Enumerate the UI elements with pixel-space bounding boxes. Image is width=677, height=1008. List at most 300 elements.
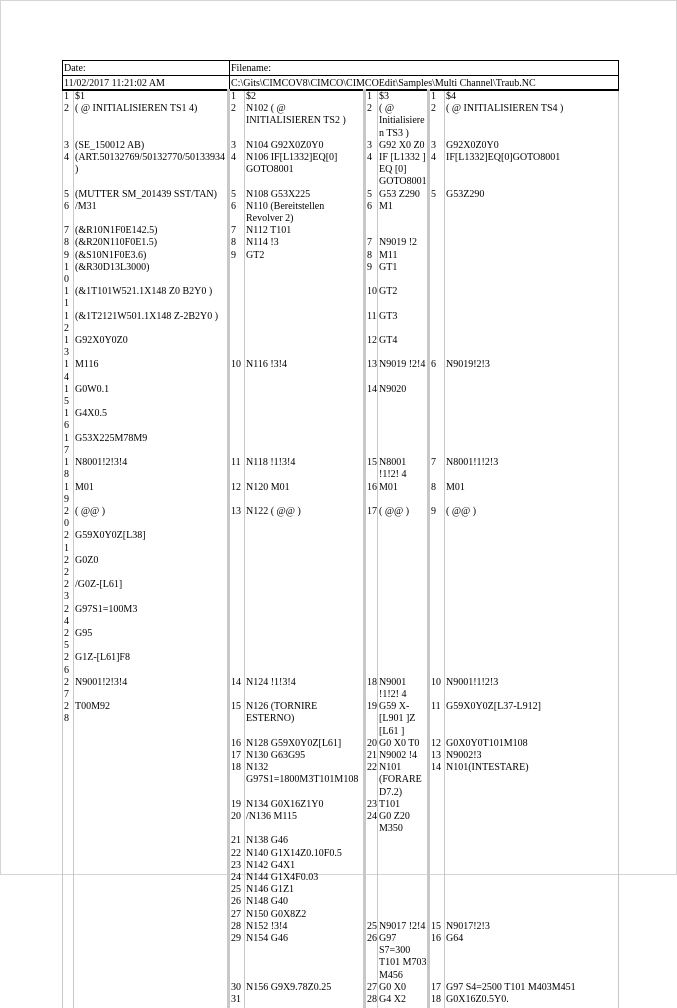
channel-1-code: G53X225M78M9 — [74, 433, 229, 457]
channel-4-line-number: 6 — [429, 359, 445, 383]
channel-3-code — [378, 433, 429, 457]
channel-3-code: M1 — [378, 201, 429, 225]
listing-row — [63, 482, 619, 506]
channel-3-code: N9019 !2 — [378, 237, 429, 249]
channel-2-code — [245, 262, 365, 286]
channel-1-code — [74, 860, 229, 872]
listing-row — [63, 994, 619, 1008]
channel-1-code: (&R20N110F0E1.5) — [74, 237, 229, 249]
channel-4-code: N9002!3 — [445, 750, 619, 762]
channel-3-line-number — [365, 872, 378, 884]
channel-3-line-number: 24 — [365, 811, 378, 835]
channel-1-line-number — [63, 982, 74, 994]
channel-1-line-number: 1 — [63, 90, 74, 103]
channel-1-code: G0Z0 — [74, 555, 229, 579]
channel-4-line-number: 10 — [429, 677, 445, 701]
channel-2-code: N122 ( @@ ) — [245, 506, 365, 530]
channel-2-line-number: 30 — [229, 982, 245, 994]
channel-1-code: (&1T101W521.1X148 Z0 B2Y0 ) — [74, 286, 229, 310]
channel-1-line-number: 6 — [63, 201, 74, 225]
channel-4-code — [445, 237, 619, 249]
channel-2-code: N106 IF[L1332]EQ[0] GOTO8001 — [245, 152, 365, 189]
channel-3-code: G92 X0 Z0 — [378, 140, 429, 152]
channel-3-line-number: 1 — [365, 90, 378, 103]
listing-row — [63, 762, 619, 799]
channel-4-line-number: 4 — [429, 152, 445, 189]
channel-2-line-number — [229, 286, 245, 310]
channel-3-line-number: 9 — [365, 262, 378, 286]
channel-4-code: N101(INTESTARE) — [445, 762, 619, 799]
channel-1-code — [74, 921, 229, 933]
channel-3-code: G4 X2 — [378, 994, 429, 1008]
channel-1-code: G1Z-[L61]F8 — [74, 652, 229, 676]
listing-row — [63, 237, 619, 249]
channel-2-line-number — [229, 384, 245, 408]
channel-1-code — [74, 994, 229, 1008]
channel-1-code: M01 — [74, 482, 229, 506]
channel-1-line-number: 18 — [63, 457, 74, 481]
channel-2-line-number: 22 — [229, 848, 245, 860]
channel-1-line-number: 19 — [63, 482, 74, 506]
channel-3-line-number: 15 — [365, 457, 378, 481]
channel-1-code: G4X0.5 — [74, 408, 229, 432]
listing-row — [63, 103, 619, 140]
channel-1-line-number: 2 — [63, 103, 74, 140]
channel-4-code: G0X16Z0.5Y0. — [445, 994, 619, 1008]
filename-value: C:\Gits\CIMCOV8\CIMCO\CIMCOEdit\Samples\Multi Channel\Traub.NC — [230, 76, 619, 91]
channel-1-code: (&R10N1F0E142.5) — [74, 225, 229, 237]
channel-3-code: N9001 !1!2! 4 — [378, 677, 429, 701]
channel-4-code: G97 S4=2500 T101 M403M451 — [445, 982, 619, 994]
channel-3-code: ( @@ ) — [378, 506, 429, 530]
channel-1-line-number — [63, 860, 74, 872]
channel-3-line-number — [365, 652, 378, 676]
listing-row — [63, 982, 619, 994]
listing-row — [63, 262, 619, 286]
channel-1-code — [74, 909, 229, 921]
channel-3-code — [378, 408, 429, 432]
channel-4-code: N8001!1!2!3 — [445, 457, 619, 481]
channel-4-line-number: 1 — [429, 90, 445, 103]
channel-1-line-number — [63, 848, 74, 860]
channel-2-line-number: 13 — [229, 506, 245, 530]
channel-4-code — [445, 579, 619, 603]
channel-4-code: IF[L1332]EQ[0]GOTO8001 — [445, 152, 619, 189]
channel-4-line-number — [429, 872, 445, 884]
channel-4-line-number: 7 — [429, 457, 445, 481]
listing-row — [63, 628, 619, 652]
channel-3-code: N8001 !1!2! 4 — [378, 457, 429, 481]
channel-4-line-number — [429, 408, 445, 432]
channel-1-line-number — [63, 835, 74, 847]
channel-2-code — [245, 433, 365, 457]
channel-3-line-number — [365, 835, 378, 847]
channel-2-code: N130 G63G95 — [245, 750, 365, 762]
channel-3-code — [378, 604, 429, 628]
channel-1-line-number — [63, 896, 74, 908]
channel-1-code — [74, 848, 229, 860]
channel-3-code: G0 X0 T0 — [378, 738, 429, 750]
channel-2-code — [245, 530, 365, 554]
channel-1-code: (MUTTER SM_201439 SST/TAN) — [74, 189, 229, 201]
channel-2-line-number — [229, 555, 245, 579]
date-label: Date: — [63, 61, 230, 76]
channel-2-line-number: 25 — [229, 884, 245, 896]
channel-1-code — [74, 933, 229, 982]
channel-4-code: G59X0Y0Z[L37-L912] — [445, 701, 619, 738]
channel-1-line-number: 15 — [63, 384, 74, 408]
channel-1-code — [74, 750, 229, 762]
channel-3-line-number: 6 — [365, 201, 378, 225]
channel-2-code — [245, 994, 365, 1008]
listing-row — [63, 189, 619, 201]
channel-2-code — [245, 652, 365, 676]
channel-1-code: G0W0.1 — [74, 384, 229, 408]
channel-4-line-number: 13 — [429, 750, 445, 762]
channel-1-code: G97S1=100M3 — [74, 604, 229, 628]
channel-4-line-number — [429, 286, 445, 310]
channel-3-code — [378, 225, 429, 237]
channel-4-line-number: 17 — [429, 982, 445, 994]
channel-1-code — [74, 811, 229, 835]
channel-4-line-number — [429, 848, 445, 860]
channel-2-code: N150 G0X8Z2 — [245, 909, 365, 921]
channel-2-code: N120 M01 — [245, 482, 365, 506]
channel-2-code — [245, 311, 365, 335]
channel-3-line-number — [365, 628, 378, 652]
channel-2-code: N156 G9X9.78Z0.25 — [245, 982, 365, 994]
listing-row — [63, 506, 619, 530]
channel-4-line-number: 8 — [429, 482, 445, 506]
channel-1-line-number: 3 — [63, 140, 74, 152]
channel-4-code — [445, 201, 619, 225]
listing-row — [63, 884, 619, 896]
channel-4-line-number — [429, 530, 445, 554]
listing-row — [63, 848, 619, 860]
channel-4-code — [445, 262, 619, 286]
channel-2-code — [245, 286, 365, 310]
channel-3-code — [378, 872, 429, 884]
channel-4-code — [445, 408, 619, 432]
channel-1-line-number — [63, 909, 74, 921]
channel-2-line-number — [229, 628, 245, 652]
channel-2-code — [245, 384, 365, 408]
listing-row — [63, 738, 619, 750]
listing-row — [63, 530, 619, 554]
listing-row — [63, 835, 619, 847]
channel-1-code: G92X0Y0Z0 — [74, 335, 229, 359]
channel-4-code — [445, 884, 619, 896]
channel-1-line-number — [63, 884, 74, 896]
channel-1-code — [74, 896, 229, 908]
channel-4-code: G0X0Y0T101M108 — [445, 738, 619, 750]
channel-4-code: G92X0Z0Y0 — [445, 140, 619, 152]
channel-4-line-number — [429, 237, 445, 249]
listing-row — [63, 359, 619, 383]
channel-2-code: N110 (Bereitstellen Revolver 2) — [245, 201, 365, 225]
channel-3-code: ( @ Initialisieren TS3 ) — [378, 103, 429, 140]
channel-1-line-number: 5 — [63, 189, 74, 201]
channel-4-code — [445, 286, 619, 310]
channel-1-code — [74, 799, 229, 811]
channel-4-code — [445, 872, 619, 884]
channel-3-code — [378, 835, 429, 847]
channel-2-line-number: 14 — [229, 677, 245, 701]
channel-4-line-number: 12 — [429, 738, 445, 750]
channel-4-line-number — [429, 909, 445, 921]
channel-3-code — [378, 884, 429, 896]
channel-1-code — [74, 835, 229, 847]
channel-2-code: N128 G59X0Y0Z[L61] — [245, 738, 365, 750]
channel-1-line-number — [63, 872, 74, 884]
channel-3-line-number: 23 — [365, 799, 378, 811]
channel-4-line-number — [429, 201, 445, 225]
listing-row — [63, 677, 619, 701]
channel-4-line-number: 5 — [429, 189, 445, 201]
channel-4-line-number — [429, 835, 445, 847]
channel-3-code: IF [L1332 ] EQ [0] GOTO8001 — [379, 152, 427, 188]
channel-1-code: $1 — [74, 90, 229, 103]
channel-4-line-number: 18 — [429, 994, 445, 1008]
channel-3-line-number: 8 — [365, 250, 378, 262]
channel-1-line-number: 22 — [63, 555, 74, 579]
listing-body — [63, 90, 619, 1008]
channel-4-code: ( @ INITIALISIEREN TS4 ) — [445, 103, 619, 140]
listing-row — [63, 433, 619, 457]
channel-1-code: (ART.50132769/50132770/50133934) — [74, 152, 229, 189]
channel-2-line-number: 7 — [229, 225, 245, 237]
channel-3-line-number — [365, 884, 378, 896]
channel-1-code: G95 — [74, 628, 229, 652]
channel-1-code: ( @@ ) — [74, 506, 229, 530]
channel-4-line-number — [429, 250, 445, 262]
channel-2-code: N138 G46 — [245, 835, 365, 847]
channel-2-line-number — [229, 408, 245, 432]
channel-3-line-number: 14 — [365, 384, 378, 408]
channel-1-line-number: 24 — [63, 604, 74, 628]
listing-row — [63, 90, 619, 103]
channel-4-code — [445, 225, 619, 237]
channel-2-line-number: 15 — [229, 701, 245, 738]
channel-3-code — [378, 896, 429, 908]
channel-4-line-number: 11 — [429, 701, 445, 738]
channel-3-line-number — [365, 604, 378, 628]
channel-1-line-number — [63, 799, 74, 811]
channel-2-line-number — [229, 604, 245, 628]
channel-4-line-number — [429, 262, 445, 286]
channel-1-line-number: 21 — [63, 530, 74, 554]
channel-4-code — [445, 652, 619, 676]
channel-2-code — [245, 628, 365, 652]
channel-1-code: G59X0Y0Z[L38] — [74, 530, 229, 554]
channel-4-line-number — [429, 433, 445, 457]
channel-3-code: G53 Z290 — [378, 189, 429, 201]
channel-3-code: N101 (FORARE D7.2) — [378, 762, 429, 799]
channel-1-line-number — [63, 762, 74, 799]
channel-2-code: N108 G53X225 — [245, 189, 365, 201]
channel-3-line-number: 18 — [365, 677, 378, 701]
listing-row — [63, 152, 619, 189]
channel-3-line-number: 27 — [365, 982, 378, 994]
channel-2-code — [245, 555, 365, 579]
channel-3-line-number: 11 — [365, 311, 378, 335]
channel-2-code — [245, 408, 365, 432]
channel-2-line-number: 4 — [229, 152, 245, 189]
channel-4-code — [445, 250, 619, 262]
channel-2-line-number: 18 — [229, 762, 245, 799]
channel-2-line-number — [229, 579, 245, 603]
channel-2-code: N132 G97S1=1800M3T101M108 — [245, 762, 365, 799]
channel-1-line-number — [63, 921, 74, 933]
listing-row — [63, 604, 619, 628]
channel-3-code: GT2 — [378, 286, 429, 310]
channel-2-line-number: 17 — [229, 750, 245, 762]
channel-4-line-number — [429, 579, 445, 603]
listing-row — [63, 408, 619, 432]
channel-2-code: GT2 — [245, 250, 365, 262]
channel-3-line-number: 3 — [365, 140, 378, 152]
channel-2-code: N114 !3 — [245, 237, 365, 249]
channel-3-line-number — [365, 860, 378, 872]
channel-1-code: (SE_150012 AB) — [74, 140, 229, 152]
channel-3-code: G0 X0 — [378, 982, 429, 994]
channel-2-line-number: 26 — [229, 896, 245, 908]
channel-1-code: (&1T2121W501.1X148 Z-2B2Y0 ) — [74, 311, 229, 335]
listing-row — [63, 384, 619, 408]
channel-2-line-number: 27 — [229, 909, 245, 921]
channel-3-line-number — [365, 909, 378, 921]
channel-4-code — [445, 384, 619, 408]
channel-3-line-number: 4 — [365, 152, 378, 189]
channel-2-code: /N136 M115 — [245, 811, 365, 835]
channel-1-line-number: 8 — [63, 237, 74, 249]
channel-3-code — [378, 652, 429, 676]
channel-1-code: /M31 — [74, 201, 229, 225]
channel-4-line-number — [429, 896, 445, 908]
channel-2-line-number: 9 — [229, 250, 245, 262]
channel-4-code: M01 — [445, 482, 619, 506]
listing-row — [63, 250, 619, 262]
print-header — [62, 60, 619, 91]
channel-4-line-number — [429, 860, 445, 872]
channel-1-line-number: 10 — [63, 262, 74, 286]
listing-row — [63, 921, 619, 933]
channel-1-code — [74, 762, 229, 799]
channel-3-code — [378, 530, 429, 554]
channel-4-line-number — [429, 384, 445, 408]
listing-row — [63, 701, 619, 738]
channel-4-line-number: 3 — [429, 140, 445, 152]
channel-3-line-number: 20 — [365, 738, 378, 750]
channel-1-code: M116 — [74, 359, 229, 383]
channel-1-line-number — [63, 933, 74, 982]
channel-3-line-number: 7 — [365, 237, 378, 249]
channel-3-code — [378, 909, 429, 921]
channel-3-line-number — [365, 896, 378, 908]
channel-4-code — [445, 909, 619, 921]
channel-2-line-number: 3 — [229, 140, 245, 152]
channel-2-line-number: 1 — [229, 90, 245, 103]
channel-3-line-number: 12 — [365, 335, 378, 359]
channel-4-line-number — [429, 884, 445, 896]
channel-4-code — [445, 530, 619, 554]
channel-3-code: $3 — [378, 90, 429, 103]
channel-3-code: N9019 !2!4 — [378, 359, 429, 383]
channel-1-code: T00M92 — [74, 701, 229, 738]
channel-2-code: N144 G1X4F0.03 — [245, 872, 365, 884]
channel-4-code: N9001!1!2!3 — [445, 677, 619, 701]
channel-4-code — [445, 848, 619, 860]
channel-3-line-number: 22 — [365, 762, 378, 799]
channel-2-line-number: 24 — [229, 872, 245, 884]
channel-2-line-number: 8 — [229, 237, 245, 249]
channel-3-code: M11 — [378, 250, 429, 262]
listing-row — [63, 811, 619, 835]
channel-4-line-number: 15 — [429, 921, 445, 933]
listing-row — [63, 933, 619, 982]
channel-2-line-number: 31 — [229, 994, 245, 1008]
channel-3-code: T101 — [378, 799, 429, 811]
channel-3-code: M01 — [378, 482, 429, 506]
channel-3-line-number: 19 — [365, 701, 378, 738]
listing-row — [63, 909, 619, 921]
channel-3-line-number: 28 — [365, 994, 378, 1008]
channel-4-line-number — [429, 628, 445, 652]
channel-3-code — [378, 555, 429, 579]
channel-1-line-number: 25 — [63, 628, 74, 652]
channel-3-line-number: 25 — [365, 921, 378, 933]
channel-3-code: GT3 — [378, 311, 429, 335]
channel-4-line-number: 9 — [429, 506, 445, 530]
channel-4-line-number — [429, 335, 445, 359]
channel-1-code — [74, 884, 229, 896]
date-value: 11/02/2017 11:21:02 AM — [63, 76, 230, 91]
listing-row — [63, 799, 619, 811]
channel-4-code: N9019!2!3 — [445, 359, 619, 383]
channel-2-line-number — [229, 335, 245, 359]
listing-row — [63, 140, 619, 152]
listing-row — [63, 750, 619, 762]
channel-2-code: N140 G1X14Z0.10F0.5 — [245, 848, 365, 860]
channel-3-code — [378, 628, 429, 652]
channel-3-code: G59 X-[L901 ]Z [L61 ] — [378, 701, 429, 738]
listing-row — [63, 457, 619, 481]
channel-4-code — [445, 311, 619, 335]
channel-2-code — [245, 579, 365, 603]
channel-4-line-number — [429, 555, 445, 579]
channel-2-line-number: 12 — [229, 482, 245, 506]
channel-3-code — [378, 579, 429, 603]
channel-3-line-number: 17 — [365, 506, 378, 530]
listing-row — [63, 860, 619, 872]
filename-label: Filename: — [230, 61, 619, 76]
channel-4-line-number — [429, 652, 445, 676]
channel-4-code: G64 — [445, 933, 619, 982]
channel-2-code: N152 !3!4 — [245, 921, 365, 933]
channel-1-line-number — [63, 811, 74, 835]
channel-3-line-number: 5 — [365, 189, 378, 201]
channel-4-code — [445, 628, 619, 652]
channel-2-line-number: 23 — [229, 860, 245, 872]
channel-3-code: N9020 — [378, 384, 429, 408]
channel-4-code — [445, 799, 619, 811]
channel-4-code — [445, 835, 619, 847]
channel-2-code — [245, 604, 365, 628]
channel-4-code — [445, 811, 619, 835]
channel-2-code: N134 G0X16Z1Y0 — [245, 799, 365, 811]
channel-2-line-number — [229, 433, 245, 457]
channel-2-line-number — [229, 262, 245, 286]
